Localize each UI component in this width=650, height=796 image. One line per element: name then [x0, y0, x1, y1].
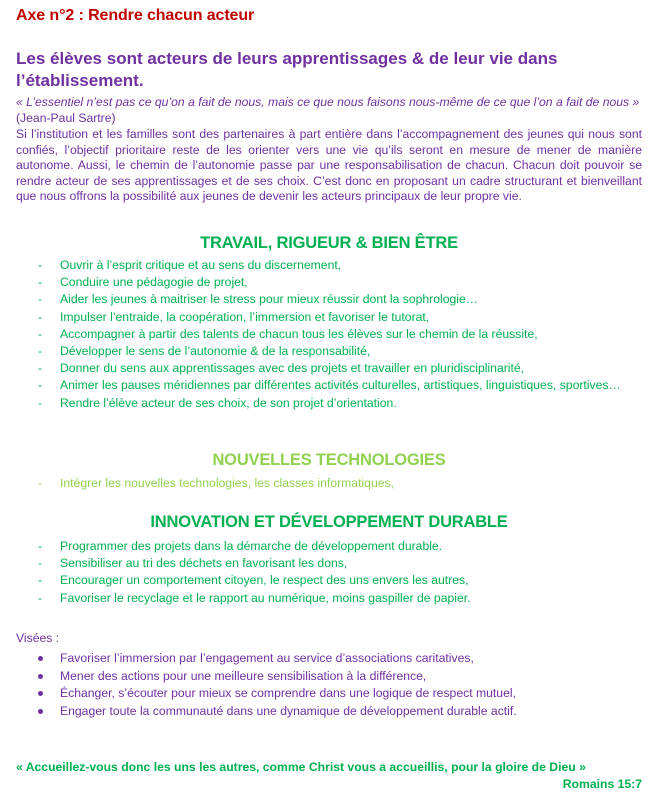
list-item — [16, 309, 631, 326]
list-item — [16, 257, 631, 274]
visees-list — [16, 650, 636, 720]
list-item-text: Mener des actions pour une meilleure sensibilisation à la différence, — [60, 668, 427, 683]
list-item — [16, 326, 631, 343]
list-item-text: Sensibiliser au tri des déchets en favorisant les dons, — [60, 556, 348, 571]
dash-marker: - — [38, 590, 43, 605]
list-item — [16, 650, 636, 668]
quote-text: « L’essentiel n’est pas ce qu’on a fait de nous, mais ce que nous faisons nous-même de ce que l’on a fait de nous » — [16, 95, 640, 109]
list-item — [16, 377, 631, 394]
section-list-travail — [16, 257, 631, 412]
list-item-text: Ouvrir à l’esprit critique et au sens du discernement, — [60, 258, 342, 272]
list-item-text: Rendre l’élève acteur de ses choix, de son projet d’orientation. — [60, 395, 397, 410]
visees-label: Visées : — [16, 631, 60, 645]
quote-author: (Jean-Paul Sartre) — [16, 110, 116, 125]
list-item-text: Intégrer les nouvelles technologies, les classes informatiques, — [60, 476, 394, 490]
list-item — [16, 343, 631, 360]
dash-marker: - — [38, 378, 43, 393]
list-item-text: Développer le sens de l’autonomie & de la responsabilité, — [60, 344, 371, 359]
list-item-text: Aider les jeunes à maitriser le stress pour mieux réussir dont la sophrologie… — [60, 292, 478, 307]
dash-marker: - — [38, 556, 43, 571]
dash-marker: - — [38, 326, 43, 341]
list-item-text: Favoriser l’immersion par l’engagement au service d’associations caritatives, — [60, 651, 474, 665]
list-item — [16, 291, 631, 308]
list-item — [16, 590, 631, 607]
dash-marker: - — [38, 275, 43, 290]
bullet-icon — [38, 656, 43, 661]
dash-marker: - — [38, 395, 43, 410]
list-item-text: Engager toute la communauté dans une dynamique de développement durable actif. — [60, 703, 517, 718]
closing-reference: Romains 15:7 — [562, 777, 642, 791]
dash-marker: - — [38, 476, 43, 490]
section-title-technologies: NOUVELLES TECHNOLOGIES — [212, 451, 446, 469]
bullet-icon — [38, 674, 43, 679]
list-item-text: Conduire une pédagogie de projet, — [60, 275, 248, 290]
list-item-text: Impulser l’entraide, la coopération, l’immersion et favoriser le tutorat, — [60, 309, 430, 324]
axe-title: Axe n°2 : Rendre chacun acteur — [16, 7, 255, 24]
list-item — [16, 572, 631, 589]
list-item — [16, 668, 636, 686]
dash-marker: - — [38, 361, 43, 376]
section-title-innovation: INNOVATION ET DÉVELOPPEMENT DURABLE — [150, 513, 508, 531]
list-item-text: Programmer des projets dans la démarche de développement durable. — [60, 539, 443, 553]
dash-marker: - — [38, 344, 43, 359]
headline: Les élèves sont acteurs de leurs apprentissages & de leur vie dans l’établissement. — [16, 49, 558, 90]
list-item — [16, 685, 636, 703]
list-item-text: Animer les pauses méridiennes par différentes activités culturelles, artistiques, linguistiques, sportives… — [60, 378, 621, 393]
section-title-travail: TRAVAIL, RIGUEUR & BIEN ÊTRE — [200, 234, 458, 252]
list-item — [16, 555, 631, 572]
list-item — [16, 475, 631, 492]
dash-marker: - — [38, 573, 43, 588]
section-list-technologies — [16, 475, 631, 492]
dash-marker: - — [38, 539, 43, 553]
list-item-text: Donner du sens aux apprentissages avec des projets et travailler en pluridisciplinarité, — [60, 361, 525, 376]
list-item — [16, 360, 631, 377]
list-item — [16, 538, 631, 555]
list-item — [16, 703, 636, 721]
dash-marker: - — [38, 309, 43, 324]
dash-marker: - — [38, 292, 43, 307]
list-item-text: Accompagner à partir des talents de chacun tous les élèves sur le chemin de la réussite, — [60, 326, 538, 341]
list-item-text: Échanger, s’écouter pour mieux se comprendre dans une logique de respect mutuel, — [60, 686, 516, 700]
section-list-innovation — [16, 538, 631, 607]
bullet-icon — [38, 709, 43, 714]
closing-quote: « Accueillez-vous donc les uns les autres, comme Christ vous a accueillis, pour la gloire de Dieu » — [16, 760, 586, 774]
list-item — [16, 395, 631, 412]
sartre-quote — [16, 95, 642, 126]
bullet-icon — [38, 691, 43, 696]
list-item — [16, 274, 631, 291]
list-item-text: Favoriser le recyclage et le rapport au numérique, moins gaspiller de papier. — [60, 590, 471, 605]
list-item-text: Encourager un comportement citoyen, le respect des uns envers les autres, — [60, 573, 469, 588]
dash-marker: - — [38, 258, 43, 272]
intro-paragraph: Si l’institution et les familles sont des partenaires à part entière dans l’accompagnement des jeunes qui nous sont confiés, l’objectif prioritaire reste de les orienter vers une vie qu’ils seront en mesure de mener de manière autonome. Aussi, le chemin de l’autonomie passe par une responsabilisation de chacun. Chacun doit pouvoir se rendre acteur de ses apprentissages et de ses choix. C’est donc en proposant un cadre structurant et bienveillant que nous offrons la possibilité aux jeunes de devenir les acteurs principaux de leur propre vie. — [16, 127, 642, 203]
